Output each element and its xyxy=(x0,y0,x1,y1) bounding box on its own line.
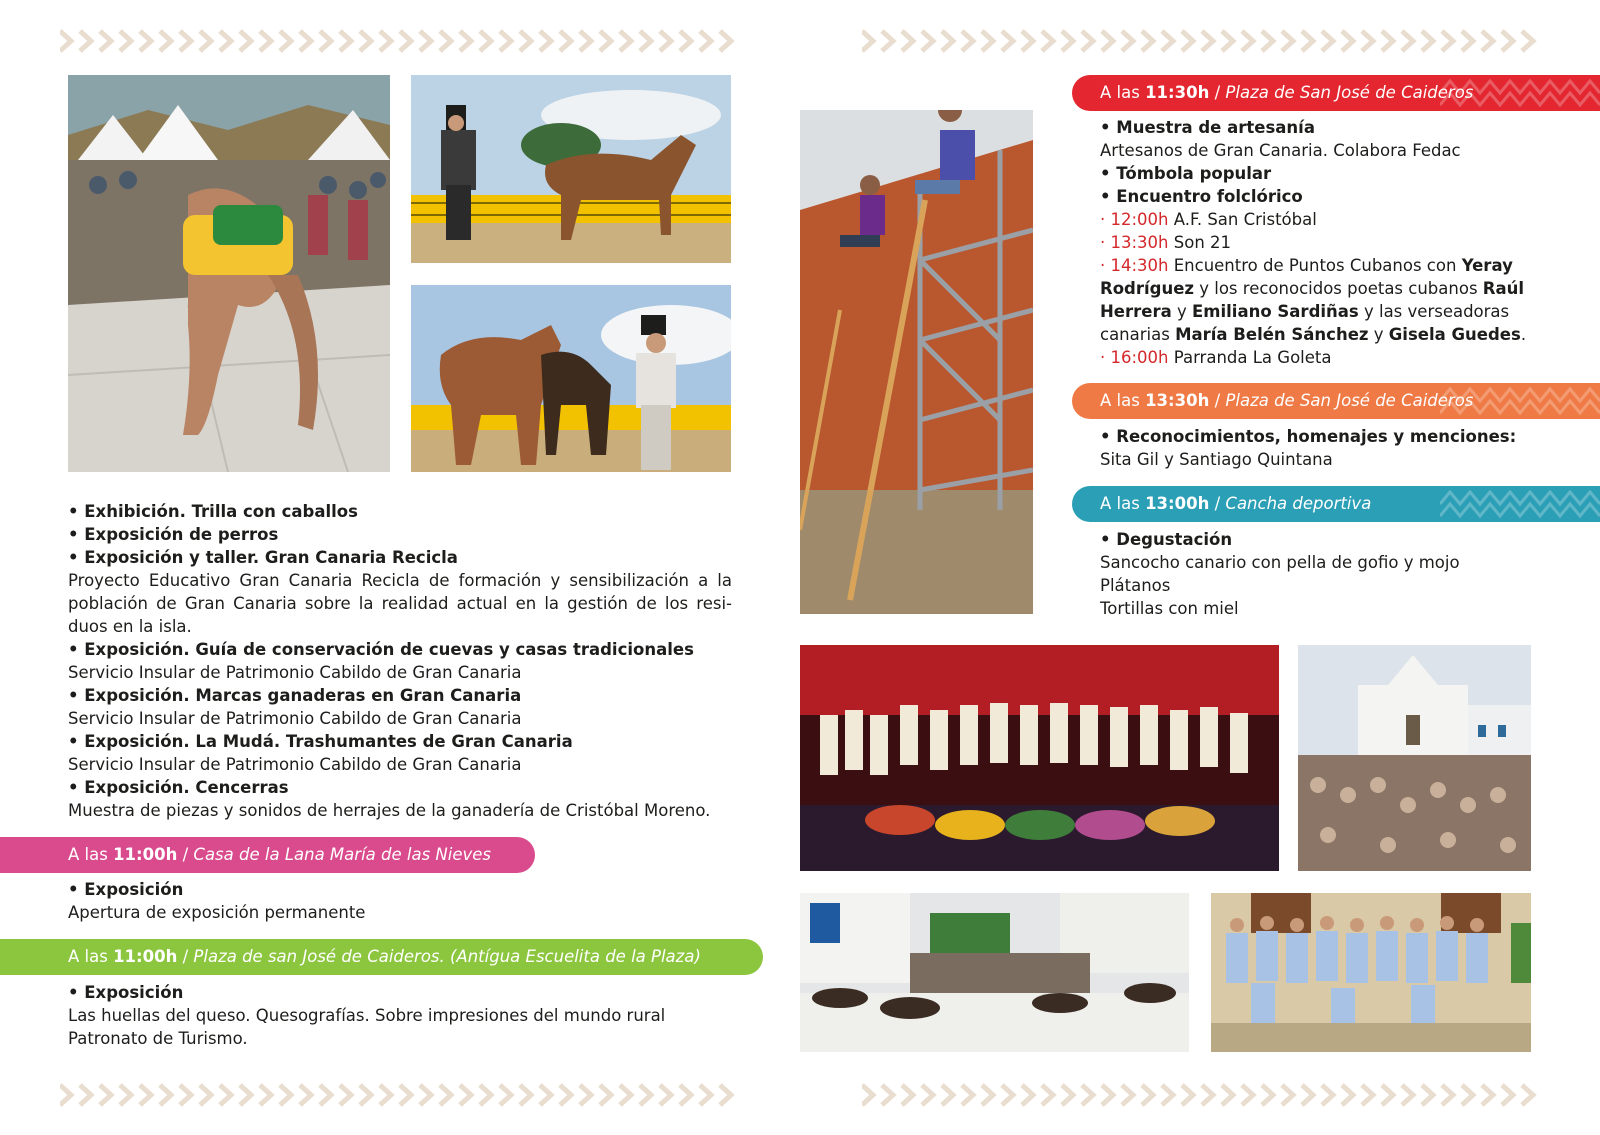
item-desc: Sita Gil y Santiago Quintana xyxy=(1100,450,1333,469)
schedule-name: Parranda La Goleta xyxy=(1168,348,1332,367)
chevron-mark xyxy=(1322,31,1333,51)
chevron-mark xyxy=(1122,1085,1133,1105)
photo-wrestling xyxy=(68,75,390,472)
chevron-mark xyxy=(440,1085,451,1105)
chevron-mark xyxy=(862,31,873,51)
chevron-mark xyxy=(882,31,893,51)
chevron-mark xyxy=(902,31,913,51)
banner-place: Plaza de San José de Caideros xyxy=(1225,391,1474,410)
item-title: • Exposición. Cencerras xyxy=(68,778,289,797)
chevron-mark xyxy=(500,31,511,51)
chevron-mark xyxy=(520,31,531,51)
chevron-mark xyxy=(1502,31,1513,51)
banner-escuelita xyxy=(0,939,763,975)
chevron-mark xyxy=(260,31,271,51)
photo-climbers xyxy=(800,110,1033,614)
block-desc: Patronato de Turismo. xyxy=(68,1029,248,1048)
connector-text: . xyxy=(1520,325,1527,344)
banner-sep: / xyxy=(1209,391,1226,410)
chevron-mark xyxy=(982,1085,993,1105)
performer-name: Raúl Herrera xyxy=(1100,279,1525,321)
chevron-mark xyxy=(160,1085,171,1105)
chevron-mark xyxy=(1502,1085,1513,1105)
chevron-mark xyxy=(280,31,291,51)
chevron-mark xyxy=(340,1085,351,1105)
chevron-strip-bottom-left xyxy=(60,1080,740,1110)
item-desc: Artesanos de Gran Canaria. Colabora Fedac xyxy=(1100,141,1461,160)
schedule-time: · 12:00h xyxy=(1100,210,1169,229)
chevron-mark xyxy=(1122,31,1133,51)
chevron-mark xyxy=(560,1085,571,1105)
item-title: • Exposición y taller. Gran Canaria Recicla xyxy=(68,548,458,567)
chevron-mark xyxy=(420,1085,431,1105)
chevron-mark xyxy=(1102,31,1113,51)
chevron-mark xyxy=(1402,31,1413,51)
chevron-mark xyxy=(280,1085,291,1105)
chevron-mark xyxy=(480,31,491,51)
chevron-mark xyxy=(902,1085,913,1105)
banner-plaza-1130 xyxy=(1072,75,1600,111)
chevron-strip-top-left xyxy=(60,26,740,56)
chevron-mark xyxy=(1462,1085,1473,1105)
connector-text: y los reconocidos poetas cubanos xyxy=(1194,279,1483,298)
chevron-mark xyxy=(140,1085,151,1105)
chevron-mark xyxy=(460,31,471,51)
banner-sep: / xyxy=(1209,494,1226,513)
chevron-mark xyxy=(120,31,131,51)
chevron-mark xyxy=(982,31,993,51)
chevron-mark xyxy=(80,31,91,51)
chevron-mark xyxy=(1382,1085,1393,1105)
chevron-mark xyxy=(320,31,331,51)
banner-cancha xyxy=(1072,486,1600,522)
banner-prefix: A las xyxy=(68,845,114,864)
chevron-mark xyxy=(1242,31,1253,51)
banner-prefix: A las xyxy=(1100,83,1146,102)
banner-prefix: A las xyxy=(1100,391,1146,410)
chevron-mark xyxy=(1202,1085,1213,1105)
chevron-mark xyxy=(420,31,431,51)
chevron-mark xyxy=(560,31,571,51)
chevron-mark xyxy=(400,31,411,51)
item-title: • Encuentro folclórico xyxy=(1100,187,1303,206)
chevron-mark xyxy=(660,31,671,51)
chevron-mark xyxy=(1482,31,1493,51)
chevron-mark xyxy=(300,1085,311,1105)
banner-pattern xyxy=(1440,486,1600,522)
chevron-mark xyxy=(540,31,551,51)
chevron-mark xyxy=(1302,31,1313,51)
chevron-mark xyxy=(240,31,251,51)
chevron-mark xyxy=(1422,31,1433,51)
item-desc: Sancocho canario con pella de gofio y mojo xyxy=(1100,553,1460,572)
chevron-mark xyxy=(1282,1085,1293,1105)
chevron-mark xyxy=(1082,31,1093,51)
item-title: • Exposición de perros xyxy=(68,525,279,544)
item-title: • Reconocimientos, homenajes y menciones: xyxy=(1100,427,1517,446)
banner-plaza-1330 xyxy=(1072,383,1600,419)
item-title: • Tómbola popular xyxy=(1100,164,1272,183)
schedule-name: A.F. San Cristóbal xyxy=(1168,210,1317,229)
chevron-mark xyxy=(480,1085,491,1105)
chevron-mark xyxy=(1142,1085,1153,1105)
item-desc: Tortillas con miel xyxy=(1100,599,1239,618)
chevron-mark xyxy=(1362,31,1373,51)
chevron-mark xyxy=(360,31,371,51)
chevron-mark xyxy=(1002,31,1013,51)
performer-name: María Belén Sánchez xyxy=(1175,325,1369,344)
photo-ox xyxy=(411,285,731,472)
chevron-mark xyxy=(500,1085,511,1105)
chevron-mark xyxy=(240,1085,251,1105)
chevron-mark xyxy=(1342,31,1353,51)
chevron-mark xyxy=(922,31,933,51)
connector-text: y xyxy=(1368,325,1389,344)
chevron-mark xyxy=(200,1085,211,1105)
chevron-mark xyxy=(720,31,731,51)
chevron-mark xyxy=(1422,1085,1433,1105)
item-desc: Servicio Insular de Patrimonio Cabildo de Gran Canaria xyxy=(68,663,522,682)
block-title: • Exposición xyxy=(68,880,184,899)
chevron-mark xyxy=(60,1085,71,1105)
chevron-mark xyxy=(380,1085,391,1105)
block-title: • Exposición xyxy=(68,983,184,1002)
schedule-time: · 16:00h xyxy=(1100,348,1169,367)
connector-text: y las verseadoras canarias xyxy=(1100,302,1510,344)
schedule-time: · 13:30h xyxy=(1100,233,1169,252)
item-title: • Muestra de artesanía xyxy=(1100,118,1315,137)
chevron-mark xyxy=(1262,31,1273,51)
chevron-mark xyxy=(100,1085,111,1105)
chevron-mark xyxy=(1362,1085,1373,1105)
banner-time: 11:30h xyxy=(1145,83,1210,102)
chevron-mark xyxy=(1002,1085,1013,1105)
chevron-mark xyxy=(1262,1085,1273,1105)
chevron-mark xyxy=(60,31,71,51)
chevron-mark xyxy=(882,1085,893,1105)
banner-sep: / xyxy=(177,947,194,966)
chevron-mark xyxy=(380,31,391,51)
chevron-mark xyxy=(1402,1085,1413,1105)
chevron-mark xyxy=(1062,31,1073,51)
performer-name: Yeray Rodríguez xyxy=(1100,256,1513,298)
chevron-mark xyxy=(1302,1085,1313,1105)
item-desc: Proyecto Educativo Gran Canaria Recicla de formación y sensibilización a la población de Gran Canaria sobre la realidad actual en la gestión de los resi-duos en la isla. xyxy=(68,571,732,636)
item-title: • Exposición. Marcas ganaderas en Gran Canaria xyxy=(68,686,522,705)
banner-time: 13:30h xyxy=(1145,391,1210,410)
chevron-mark xyxy=(962,1085,973,1105)
item-title: • Exposición. La Mudá. Trashumantes de Gran Canaria xyxy=(68,732,573,751)
photo-horse xyxy=(411,75,731,263)
chevron-mark xyxy=(1462,31,1473,51)
banner-place: Casa de la Lana María de las Nieves xyxy=(193,845,492,864)
chevron-mark xyxy=(360,1085,371,1105)
block-desc: Apertura de exposición permanente xyxy=(68,903,366,922)
banner-time: 11:00h xyxy=(113,845,178,864)
chevron-mark xyxy=(440,31,451,51)
chevron-mark xyxy=(1042,1085,1053,1105)
chevron-mark xyxy=(540,1085,551,1105)
chevron-mark xyxy=(1282,31,1293,51)
chevron-strip-top-right xyxy=(862,26,1542,56)
performer-name: Gisela Guedes xyxy=(1388,325,1521,344)
chevron-mark xyxy=(1482,1085,1493,1105)
chevron-mark xyxy=(962,31,973,51)
chevron-mark xyxy=(942,31,953,51)
chevron-mark xyxy=(1182,31,1193,51)
chevron-mark xyxy=(1102,1085,1113,1105)
chevron-mark xyxy=(80,1085,91,1105)
photo-street-crowd xyxy=(800,893,1189,1052)
chevron-mark xyxy=(1382,31,1393,51)
chevron-mark xyxy=(620,1085,631,1105)
photo-church-square xyxy=(1298,645,1531,871)
banner-sep: / xyxy=(1209,83,1226,102)
item-desc: Muestra de piezas y sonidos de herrajes de la ganadería de Cristóbal Moreno. xyxy=(68,801,711,820)
schedule-name: Son 21 xyxy=(1168,233,1232,252)
chevron-mark xyxy=(1222,1085,1233,1105)
chevron-mark xyxy=(580,1085,591,1105)
photo-folk-stage xyxy=(800,645,1279,871)
banner-time: 11:00h xyxy=(113,947,178,966)
item-title: • Exhibición. Trilla con caballos xyxy=(68,502,358,521)
connector-text: y xyxy=(1171,302,1193,321)
chevron-mark xyxy=(600,31,611,51)
photo-group-blue-shirts xyxy=(1211,893,1531,1052)
chevron-mark xyxy=(1442,31,1453,51)
chevron-mark xyxy=(640,31,651,51)
performer-name: Emiliano Sardiñas xyxy=(1192,302,1359,321)
chevron-mark xyxy=(520,1085,531,1105)
chevron-mark xyxy=(720,1085,731,1105)
right-block-2 xyxy=(1100,425,1540,471)
chevron-mark xyxy=(220,1085,231,1105)
chevron-mark xyxy=(1442,1085,1453,1105)
item-desc: Servicio Insular de Patrimonio Cabildo de Gran Canaria xyxy=(68,755,522,774)
chevron-mark xyxy=(180,31,191,51)
chevron-mark xyxy=(1522,1085,1533,1105)
chevron-mark xyxy=(180,1085,191,1105)
item-title: • Exposición. Guía de conservación de cuevas y casas tradicionales xyxy=(68,640,694,659)
chevron-mark xyxy=(1142,31,1153,51)
chevron-mark xyxy=(1062,1085,1073,1105)
chevron-mark xyxy=(160,31,171,51)
chevron-mark xyxy=(1022,31,1033,51)
chevron-mark xyxy=(200,31,211,51)
banner-casa-lana xyxy=(0,837,535,873)
chevron-mark xyxy=(1082,1085,1093,1105)
left-block-2 xyxy=(68,981,732,1050)
chevron-mark xyxy=(140,31,151,51)
chevron-strip-bottom-right xyxy=(862,1080,1542,1110)
chevron-mark xyxy=(1162,1085,1173,1105)
banner-prefix: A las xyxy=(1100,494,1146,513)
banner-prefix: A las xyxy=(68,947,114,966)
item-title: • Degustación xyxy=(1100,530,1233,549)
banner-place: Cancha deportiva xyxy=(1225,494,1372,513)
chevron-mark xyxy=(862,1085,873,1105)
chevron-mark xyxy=(1522,31,1533,51)
chevron-mark xyxy=(1202,31,1213,51)
chevron-mark xyxy=(1222,31,1233,51)
chevron-mark xyxy=(1182,1085,1193,1105)
block-desc: Las huellas del queso. Quesografías. Sobre impresiones del mundo rural xyxy=(68,1006,666,1025)
chevron-mark xyxy=(1022,1085,1033,1105)
chevron-mark xyxy=(300,31,311,51)
banner-place: Plaza de san José de Caideros. (Antígua Escuelita de la Plaza) xyxy=(193,947,701,966)
chevron-mark xyxy=(700,31,711,51)
chevron-mark xyxy=(220,31,231,51)
chevron-mark xyxy=(260,1085,271,1105)
chevron-mark xyxy=(460,1085,471,1105)
schedule-name: Encuentro de Puntos Cubanos xyxy=(1168,256,1422,275)
chevron-mark xyxy=(680,31,691,51)
chevron-mark xyxy=(640,1085,651,1105)
item-desc: Plátanos xyxy=(1100,576,1171,595)
chevron-mark xyxy=(580,31,591,51)
chevron-mark xyxy=(660,1085,671,1105)
chevron-mark xyxy=(1342,1085,1353,1105)
left-items xyxy=(68,500,732,822)
chevron-mark xyxy=(320,1085,331,1105)
chevron-mark xyxy=(600,1085,611,1105)
chevron-mark xyxy=(400,1085,411,1105)
chevron-mark xyxy=(1042,31,1053,51)
chevron-mark xyxy=(922,1085,933,1105)
chevron-mark xyxy=(700,1085,711,1105)
banner-time: 13:00h xyxy=(1145,494,1210,513)
banner-sep: / xyxy=(177,845,194,864)
chevron-mark xyxy=(120,1085,131,1105)
banner-place: Plaza de San José de Caideros xyxy=(1225,83,1474,102)
chevron-mark xyxy=(1242,1085,1253,1105)
left-block-1 xyxy=(68,878,732,924)
connector-text: con xyxy=(1421,256,1462,275)
item-desc: Servicio Insular de Patrimonio Cabildo de Gran Canaria xyxy=(68,709,522,728)
chevron-mark xyxy=(340,31,351,51)
right-block-1 xyxy=(1100,116,1540,369)
chevron-mark xyxy=(1162,31,1173,51)
right-block-3 xyxy=(1100,528,1540,620)
chevron-mark xyxy=(620,31,631,51)
schedule-time: · 14:30h xyxy=(1100,256,1169,275)
chevron-mark xyxy=(942,1085,953,1105)
chevron-mark xyxy=(1322,1085,1333,1105)
chevron-mark xyxy=(100,31,111,51)
chevron-mark xyxy=(680,1085,691,1105)
